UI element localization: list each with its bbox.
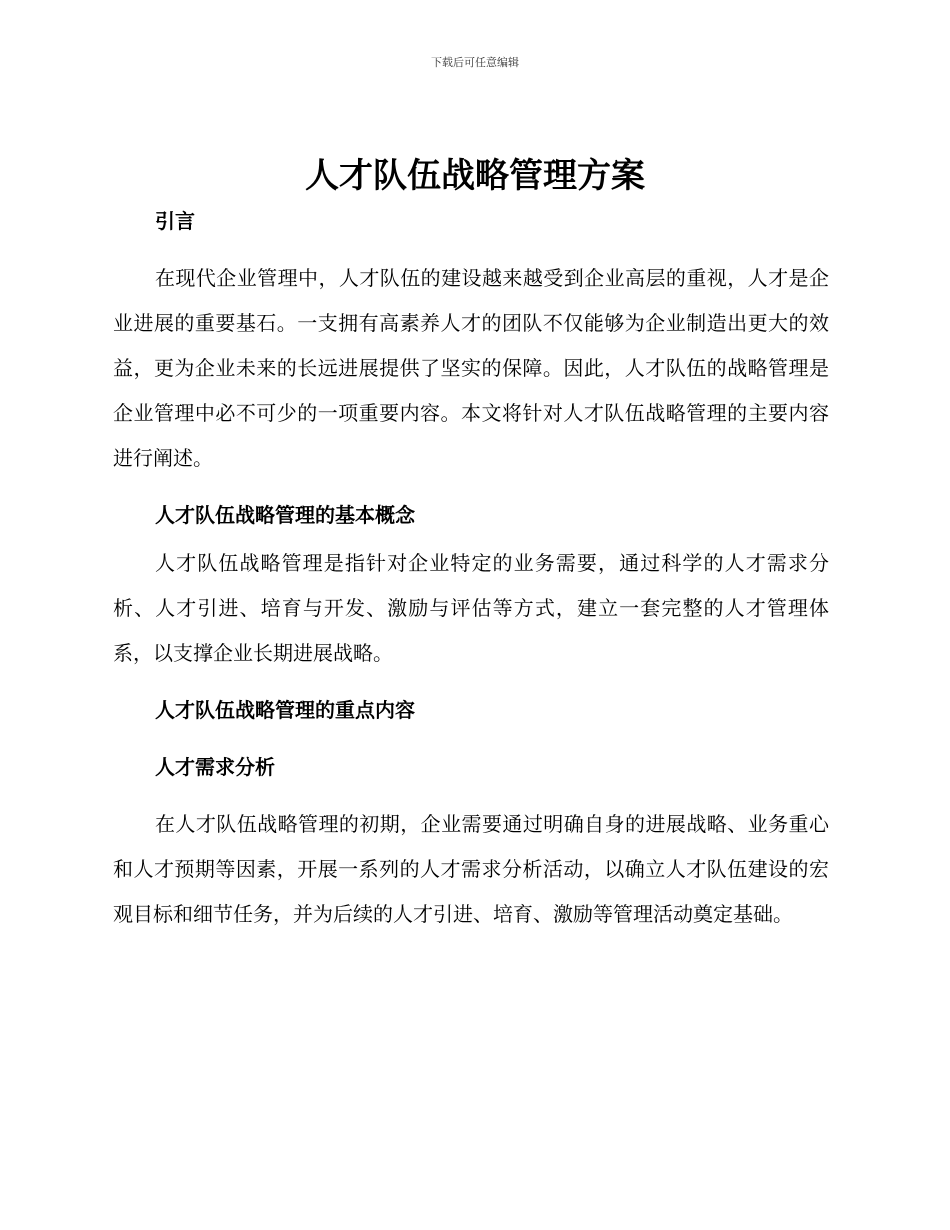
section-heading-intro: 引言 [155,209,195,233]
header-note: 下载后可任意编辑 [431,56,519,69]
paragraph-concept: 人才队伍战略管理是指针对企业特定的业务需要，通过科学的人才需求分析、人才引进、培育与开发、激励与评估等方式，建立一套完整的人才管理体系，以支撑企业长期进展战略。 [113,551,829,665]
section-heading-focus: 人才队伍战略管理的重点内容 [155,698,415,722]
document-body [113,200,829,937]
subsection-heading-demand: 人才需求分析 [155,755,275,779]
section-heading-concept: 人才队伍战略管理的基本概念 [155,503,415,527]
paragraph-intro: 在现代企业管理中，人才队伍的建设越来越受到企业高层的重视，人才是企业进展的重要基石。一支拥有高素养人才的团队不仅能够为企业制造出更大的效益，更为企业未来的长远进展提供了坚实的保障。因此，人才队伍的战略管理是企业管理中必不可少的一项重要内容。本文将针对人才队伍战略管理的主要内容进行阐述。 [113,266,829,470]
document-title: 人才队伍战略管理方案 [305,156,645,196]
paragraph-demand: 在人才队伍战略管理的初期，企业需要通过明确自身的进展战略、业务重心和人才预期等因素，开展一系列的人才需求分析活动，以确立人才队伍建设的宏观目标和细节任务，并为后续的人才引进、培育、激励等管理活动奠定基础。 [113,812,829,926]
